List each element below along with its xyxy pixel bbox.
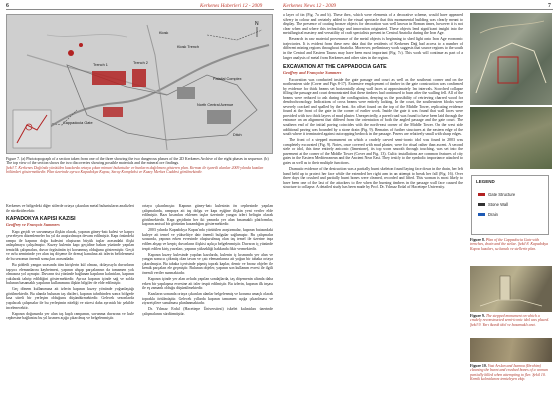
right-paragraph: a layer of tin (Fig. 7a and b). These ibex, which were elements of a decorative scheme, would have appeared silvery in colour and certainly added to the visual spectacle that this monumental building was clearly meant to display. The presence of coating bronze objects for decoration was well known in Roman times, however it is not clear when and where this technology and innovation originated. These objects lend significant insight into the metallurgical mastery and versatility of craft specialists present in Central Anatolia during the Iron Age. (283, 13, 463, 36)
middle-paragraph: Kapının içinde yer alan avluda yapılan sondajlarda, taş döşemenin altında daha erken bir yapılaşma evresine ait izler tespit edilmiştir. Bu izlerin, kapının ilk inşası ile eş zamanlı olduğu düşünülmektedir. (142, 276, 273, 291)
legend-swatch-drain (478, 213, 485, 216)
middle-paragraph: Kapının kuzey kulesinde yapılan kazılarda, kulenin iç kısmında yer alan ve yangın sonucu çökmüş olan tavan ve çatı elemanlarına ait yoğun bir tabaka ortaya çıkarılmıştır. Bu tabaka içerisinde pişmiş toprak kaplar, demir ve bronz objeler ile kemik parçaları ele geçmiştir. Bulunan objeler, yapının son kullanım evresi ile ilgili önemli veriler sunmaktadır. (142, 252, 273, 275)
legend-item (478, 202, 508, 207)
map-label-north-central: North Central Avenue (197, 103, 234, 107)
figure-9-caption-turkish: Şekil 9. Yarı ikonik idol ve basamaklı anıt. (470, 322, 536, 327)
figure-10-photo (470, 338, 552, 362)
middle-paragraph: ortaya çıkarılmıştır. Kapının güney-batı kulesinin ön cephesinde yapılan çalışmalarda, rampaya ait taş dolgu ve kapı eşiğine ilişkin yeni veriler elde edilmiştir. Bazı kısımları eklenen taşlar üzerinde yangın izleri belirgin olarak görülmektedir. Kapı geçidinin her iki yanında yer alan basamaklı platformlar, kapının anıtsal bir görünüm kazandığını göstermektedir. (142, 204, 273, 227)
figure-8-label: Figure 8. (470, 238, 485, 242)
right-section-title: EXCAVATION AT THE CAPPADOCIA GATE (283, 64, 387, 71)
figure-10-caption-turkish: Şekil 10. Kemik kalıntılarını temizleyen ekip. (470, 372, 546, 382)
right-header-rule (283, 9, 553, 10)
legend-item-label: Gate Structure (488, 192, 516, 197)
map-label-cappadocia-gate: Cappadocia Gate (63, 121, 93, 125)
right-paragraph: Research in raw material provenance of the metal objects is beginning to shed light onto Iron Age economic trajectories. It is evident from these new data that the residents of Kerkenes Dağ had access to a number of different mining regions throughout Anatolia. Moreover, preliminary work suggests that source regions to the south in the Central and Eastern Taurus may have been most important (Fig. 7c). This work will continue as part of a larger analysis of metal from Kerkenes and other sites in the region. (283, 37, 463, 60)
right-section-paragraph: The front of a stepped monument on which a crudely carved semi-iconic idol was found in 2003 was completely excavated (Fig. 9). Notes, once covered with mud plaster, were for ritual rather than ascent. A second stele or idol, this time entirely aniconic (limestone), its top worn smooth through touching, was set into the pavement at the corner of the Middle Tower (Cover and Fig. 13). Cultic installations are common features of city gates in the Eastern Mediterranean and the Ancient Near East. They testify to the symbolic importance attached to gates as well as to their multiple functions. (283, 138, 463, 165)
figure-8-plan-photo (470, 13, 552, 105)
right-running-title: Kerkenes News 12 - 2009 (283, 3, 337, 9)
figure-9-drawing (470, 266, 552, 312)
legend-swatch-gate (478, 193, 485, 196)
legend-title: LEGEND (476, 179, 495, 184)
left-paragraph: Kapının doğusunda yer alan taş kaplı rampanın, savunma duvarına ve kule cephesine bağlantısı bu yıl kısmen açığa çıkarılmış ve belgelenmiştir. (6, 311, 134, 321)
legend-swatch-wall (478, 203, 485, 206)
figure-10-label: Figure 10. (470, 364, 487, 368)
left-paragraph: Bu şiddetli yangın sırasında tüm kirişlerin kül olması, dolayısıyla duvarların taşıyıcı elemanlarını kaybetmesi, yapının ahşap parçalarının da tamamen yok olmasına yol açmıştır. Duvarın üst yüzünde bağlanan kapıların kalıntıları, kapının yakılarak tahrip edildiğini göstermektedir. Ayrıca kapının içinde sağ ve solda bulunan basamaklı yapıların kullanımına ilişkin bilgiler de elde edilmiştir. (6, 263, 134, 286)
middle-paragraph: Dr. Yılmaz Erdal (Hacettepe Üniversitesi) iskelet kalıntıları üzerinde çalışmalarını sürdürmüştür. (142, 307, 273, 316)
legend-item-label: Drain (488, 212, 499, 217)
figure-10-caption-english: Vast Arslan and Isamoa (Ibrahim) cleaning the burnt and crushed bones of a woman partially killed when attempting to flee. (470, 364, 548, 377)
middle-paragraph: Kazıların sonunda ortaya çıkarılan alanlar belgelenmiş ve koruma amaçlı olarak toprakla örtülmüştür. Gelecek yıllarda kapının tamamen açığa çıkarılması ve ziyaretçilere sunulması planlanmaktadır. (142, 292, 273, 306)
map-label-kiosk: Kiosk (159, 31, 169, 35)
figure-7-caption-english: Figure 7. (a) Phototopograph of a section taken from one of the three showing the two dangerous phases of the 2D Kerkenes Archive of the eight phases in sequence. (b) The top view of the section shows the two discoveries showing possible materials and the mineral ore findings. (6, 157, 269, 166)
plan-legend (471, 175, 549, 235)
left-page-column-2 (142, 204, 273, 396)
left-intro-paragraph: Kerkenes ve bölgedeki diğer sitlerde ortaya çıkarılan metal buluntuların analizleri ile sürdürülecektir. (6, 204, 134, 213)
left-paragraph: Geç dönem kullanımına ait izlerin kapının kuzey yönünde yoğunlaştığı görülmektedir. Bu alanda bulunan taş dizileri, kapının tahribinden sonra bölgede kısa süreli bir yerleşim olduğunu düşündürmektedir. Gelecek sezonlarda yapılacak çalışmalar ile bu yerleşimin niteliği ve süresi daha ayrıntılı bir şekilde incelenecektir. (6, 287, 134, 310)
figure-10-caption (470, 364, 552, 397)
left-section-author: Geoffrey ve François Summers (6, 222, 60, 228)
left-page-column-1 (6, 204, 134, 396)
left-section-title: KAPADOKYA KAPISI KAZISI (6, 216, 76, 223)
map-label-ditch: Ditch (233, 133, 242, 137)
left-page-number: 6 (6, 3, 9, 9)
map-label-trench-1: Trench 1 (93, 63, 108, 67)
map-label-palatial-complex: Palatial Complex (213, 77, 242, 81)
left-running-title: Kerkenes Haberleri 12 - 2009 (200, 3, 263, 9)
middle-paragraph: 2003 yılında Kapadokya Kapısı'nda yürütülen araştırmalar, kapının batısındaki kuleye ait temel ve yükseltiye dair önemli bulgular sağlamıştır. Bu çalışmalar sırasında, yapının erken evresinde oluşturulmuş olan taş temel ile üzerine inşa edilen ahşap ve kerpiç duvarların ilişkisi açıkça belgelenmiştir. Duvarın iç yüzünde tespit edilen kiriş yuvaları, yapının yüksekliği hakkında fikir vermektedir. (142, 228, 273, 251)
right-page-text-column (283, 13, 463, 397)
right-section-paragraph: Dramatic evidence of the destruction was a partially burnt skeleton found laying face down in the drain, her left hand held up to protect her face while the extended her right arm in an attempt to break her fall (Fig. 16). Over three days the crushed and partially burnt bones were cleaned, recorded and lifted. This woman is most likely to have been one of the last of the attackers to flee when the burning timbers in the passage wall face caused the structure to collapse. A detailed study has been made by Prof. Dr. Yılmaz Erdal of Hacettepe University. (283, 167, 463, 190)
figure-9-caption-english: The stepped monument on which a crudely reconstructed semi-iconic idol was placed. (470, 314, 550, 323)
figure-9-caption (470, 314, 552, 336)
figure-8-caption-turkish: Şekil 8. Kapadokya Kapısı kazıları, su kanalı ve stellerin plan. (470, 242, 549, 251)
right-page-number: 7 (548, 3, 551, 9)
legend-item-label: Stone Wall (488, 202, 509, 207)
left-paragraph: Kapı geçidi ve savunmaya ilişkin olarak, yapının güney-batı kulesi ve kapıyı çevreleyen düzenlemeler bu yıl da araştırılmaya devam edilmiştir. Kapı önündeki rampa ile kapının doğu kulesini oluşturan büyük taşlar arasındaki ilişki anlaşılmaya çalışılmıştır. Kuzey kulenin kapı geçidine bakan yüzünde yapılan temizlik çalışmaları, duvar örgüsünün iyi korunmuş olduğunu göstermiştir. Geçit ve avlu zemininde yer alan taş döşeme ile drenaj kanalına ait izlerin belirlenmesi de bu sezonun önemli sonuçları arasındadır. (6, 229, 134, 261)
figure-8-detail-photo (470, 107, 552, 169)
figure-8-caption (470, 238, 552, 264)
svg-text:N: N (255, 21, 259, 27)
map-label-trench-2: Trench 2 (133, 61, 148, 65)
figure-8-caption-english: Plan of the Cappadocia Gate with trenches, drain and the stelae. (470, 238, 540, 247)
legend-item (478, 212, 498, 217)
right-section-author: Geoffrey and Françoise Summers (283, 70, 342, 76)
site-map (6, 14, 273, 154)
figure-9-label: Figure 9. (470, 314, 485, 318)
left-header-rule (6, 9, 274, 10)
map-label-kiosk-trench: Kiosk Trench (177, 45, 199, 49)
figure-9-photo (470, 266, 552, 312)
legend-item (478, 192, 515, 197)
figure-7-caption-turkish: Şekil 7. Kerkenes Dağı'nda yürütülen kazılarda ortaya çıkan mimari buluntular ve bunların dağılımını gösteren plan. Kırmızı ile işaretli alanlar 2009 yılında kazılan bölümleri göstermektedir. Plan üzerinde ayrıca Kapadokya Kapısı, Saray Kompleksi ve Kuzey Merkez Caddesi görülmektedir. (6, 165, 264, 175)
figure-8-drawing (470, 13, 552, 105)
right-section-paragraph: Excavation was conducted inside the gate passage and court as well as the southeast corner and on the northeastern side (Cover and Figs 8-17). Extensive employment of timber in the gate construction was confirmed by evidence for thick beams set horizontally along wall faces at approximately 1m intervals. Scorched collapse filling the passage and court demonstrated that these timbers had continued to burn after the walling fell. All of the beams were reduced to ash during the conflagration, denying us the possibility of retrieving charred wood for dendrochronology. Indications of cross beams were entirely lacking. In the court, the southeastern blocks were severely cracked and spalled by the heat. An offset found on the top of the Middle Tower, replicating evidence found at the front of the gate in the corner of earlier work. Inside the gate it was found that wall faces were provided with two thick layers of mud plaster. Unexpectedly, a paved road was found to have been laid through the entrance on an alignment that differed from the orientation of both the angled passage and the gate court. The southern end of the initial paving coincides with the north-east corner of the Middle Tower. On the west side additional paving was bounded by a stone drain (Fig. 9). Remains of further structures at the eastern edge of the south where it terminated against outcropping bedrock in the passage. Pavers are relatively small with sharp edges. (283, 77, 463, 137)
figure-7-caption (6, 157, 273, 202)
